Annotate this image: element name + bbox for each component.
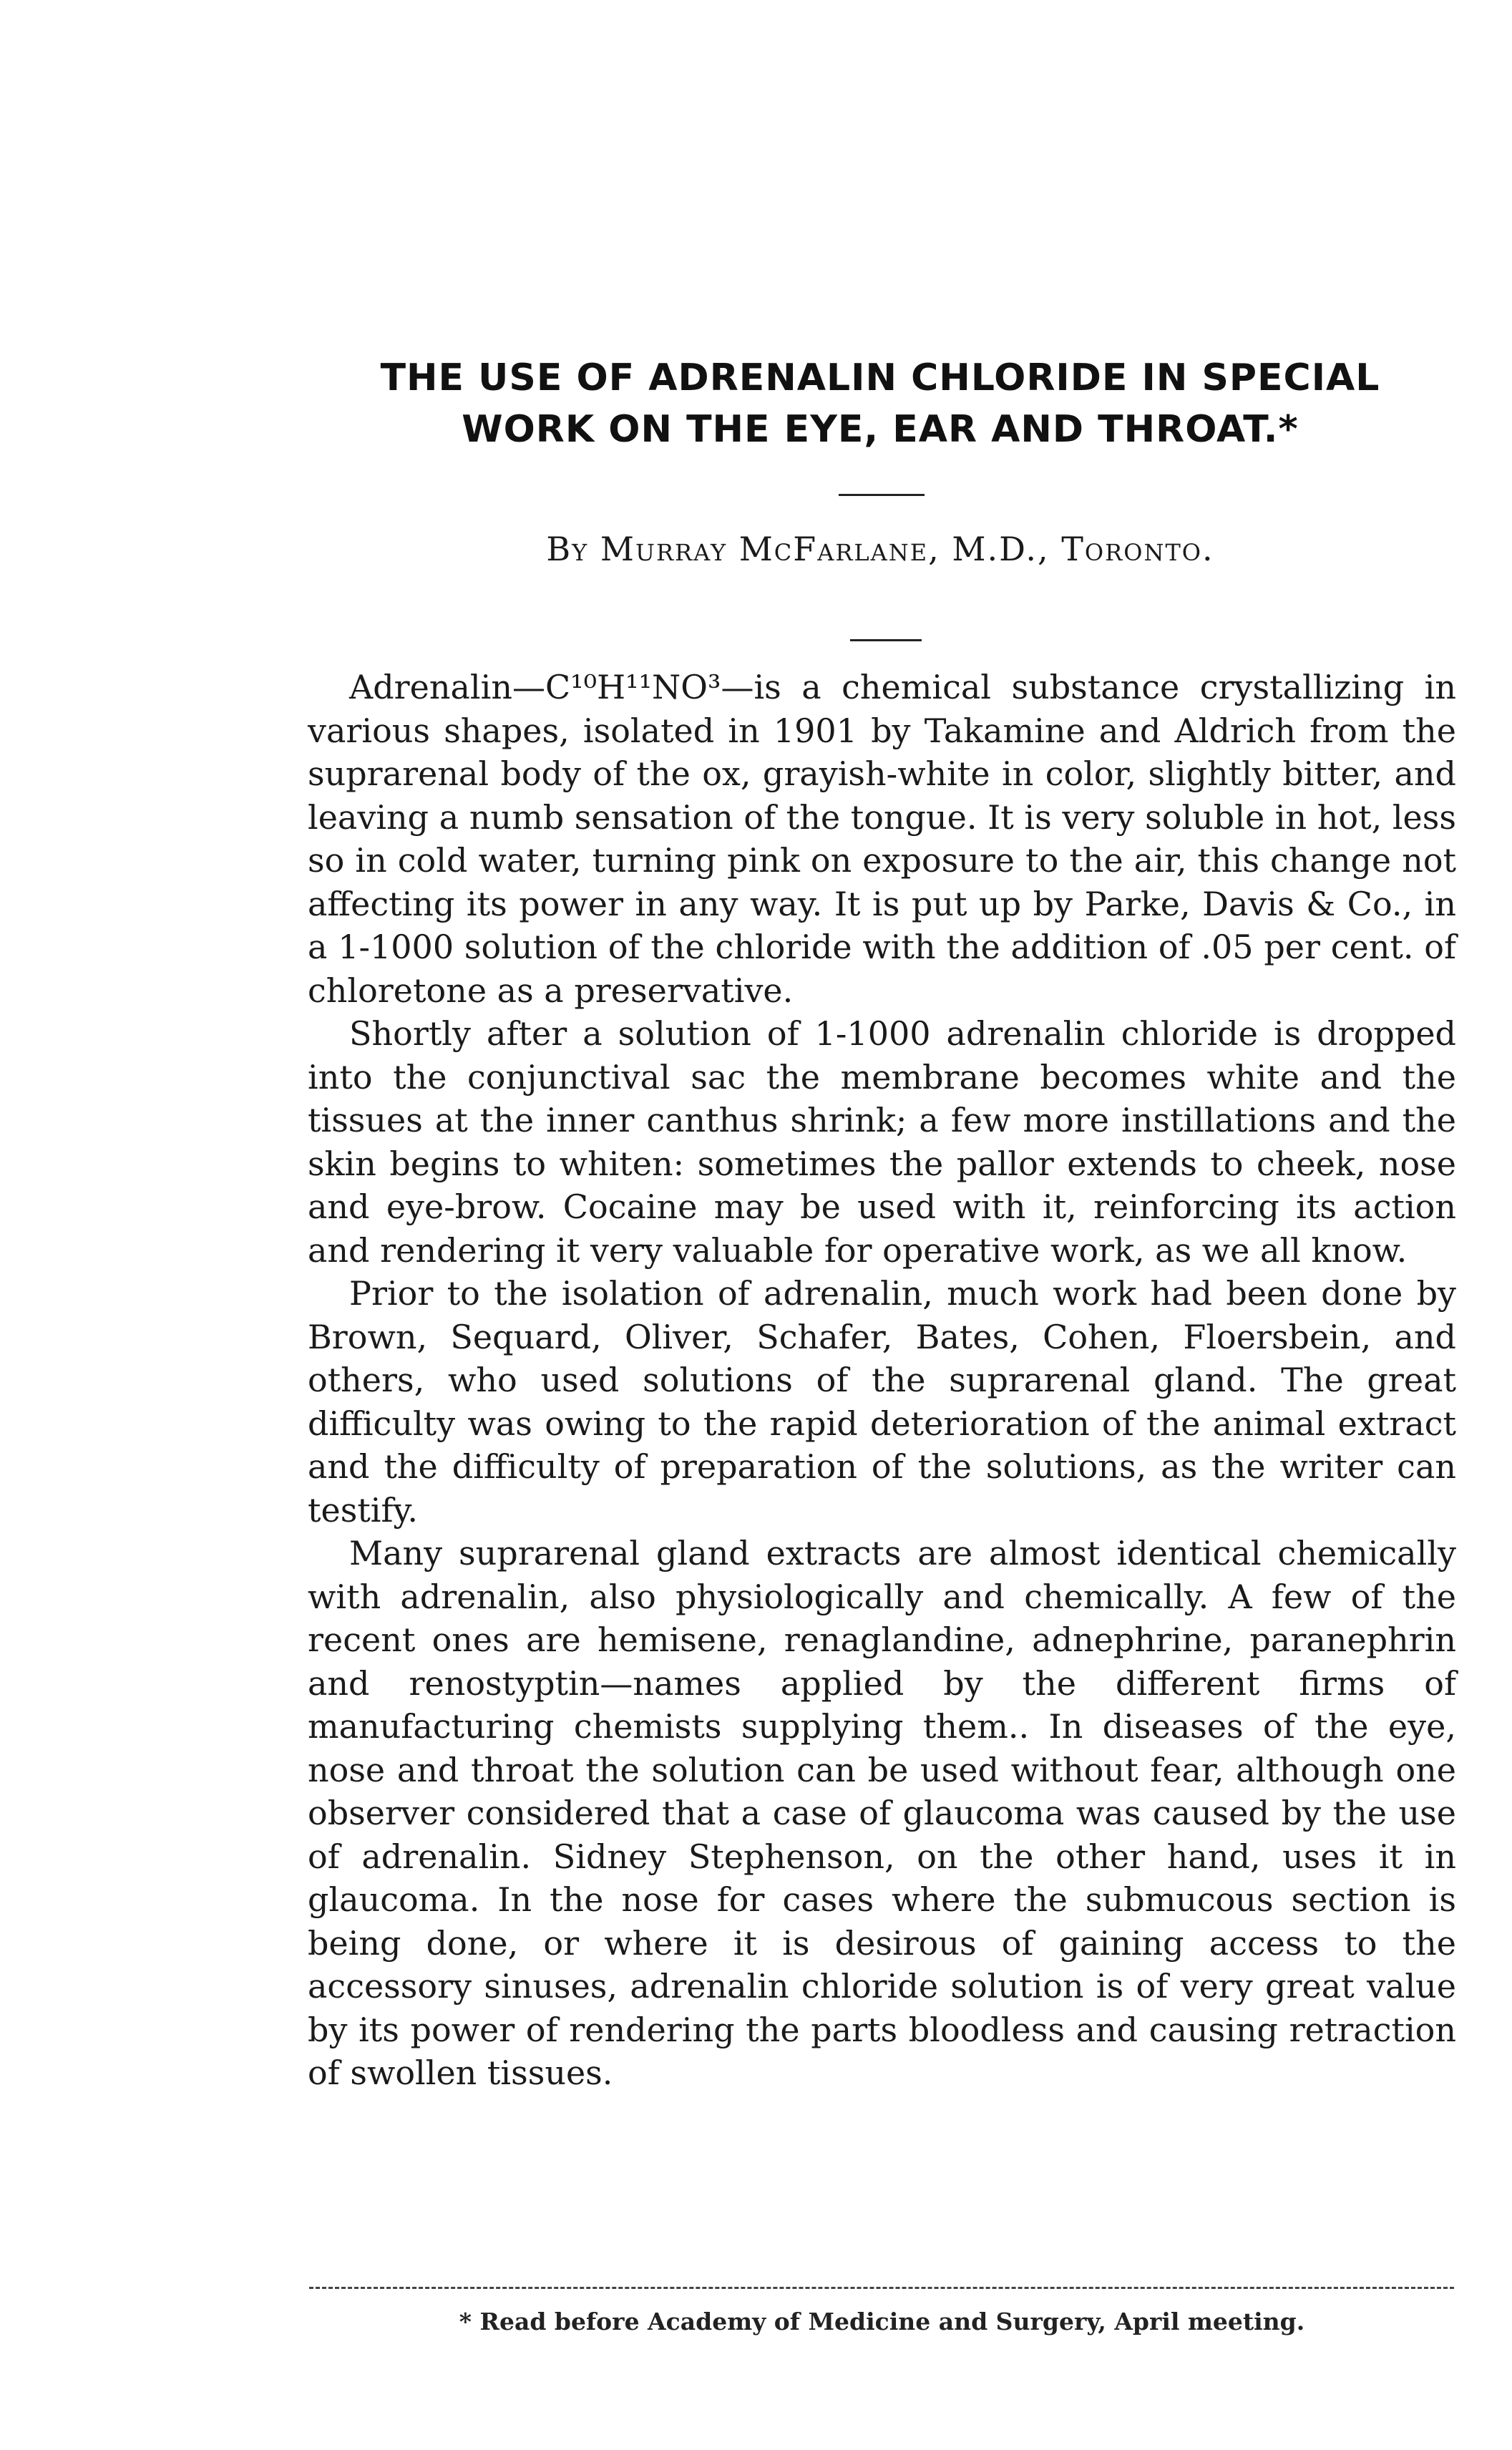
author-byline: By Murray McFarlane, M.D., Toronto. — [546, 530, 1214, 568]
footnote-divider — [309, 2287, 1454, 2289]
paragraph: Adrenalin—C¹⁰H¹¹NO³—is a chemical substance crystallizing in various shapes, isolated in 1901 by Takamine and Aldrich from the suprarenal body of the ox, grayish-white in color, slightly bitter, and leaving a numb sensation of the tongue. It is very soluble in hot, less so in cold water, turning pink on exposure to the air, this change not affecting its power in any way. It is put up by Parke, Davis & Co., in a 1-1000 solution of the chloride with the addition of .05 per cent. of chloretone as a preservative. — [308, 668, 1456, 1010]
paragraph: Many suprarenal gland extracts are almost identical chemically with adrenalin, also physiologically and chemically. A few of the recent ones are hemisene, renaglandine, adnephrine, paranephrin and renostyptin—names applied by the different firms of manufacturing chemists supplying them.. In diseases of the eye, nose and throat the solution can be used without fear, although one observer considered that a case of glaucoma was caused by the use of adrenalin. Sidney Stephenson, on the other hand, uses it in glaucoma. In the nose for cases where the submucous section is being done, or where it is desirous of gaining access to the accessory sinuses, adrenalin chloride solution is of very great value by its power of rendering the parts bloodless and causing retraction of swollen tissues. — [308, 1534, 1456, 2092]
paragraph: Shortly after a solution of 1-1000 adrenalin chloride is dropped into the conjunctival sac the membrane becomes white and the tissues at the inner canthus shrink; a few more instillations and the skin begins to whiten: sometimes the pallor extends to cheek, nose and eye-brow. Cocaine may be used with it, reinforcing its action and rendering it very valuable for operative work, as we all know. — [308, 1014, 1456, 1270]
article-title — [301, 352, 1460, 455]
title-line-2: WORK ON THE EYE, EAR AND THROAT.* — [462, 408, 1299, 451]
article-body — [308, 666, 1456, 2095]
footnote: * Read before Academy of Medicine and Surgery, April meeting. — [459, 2308, 1305, 2335]
byline-divider — [850, 639, 922, 641]
title-divider — [839, 494, 925, 496]
paragraph: Prior to the isolation of adrenalin, much work had been done by Brown, Sequard, Oliver, Schafer, Bates, Cohen, Floersbein, and others, who used solutions of the suprarenal gland. The great difficulty was owing to the rapid deterioration of the animal extract and the difficulty of preparation of the solutions, as the writer can testify. — [308, 1274, 1456, 1530]
title-line-1: THE USE OF ADRENALIN CHLORIDE IN SPECIAL — [380, 356, 1380, 399]
